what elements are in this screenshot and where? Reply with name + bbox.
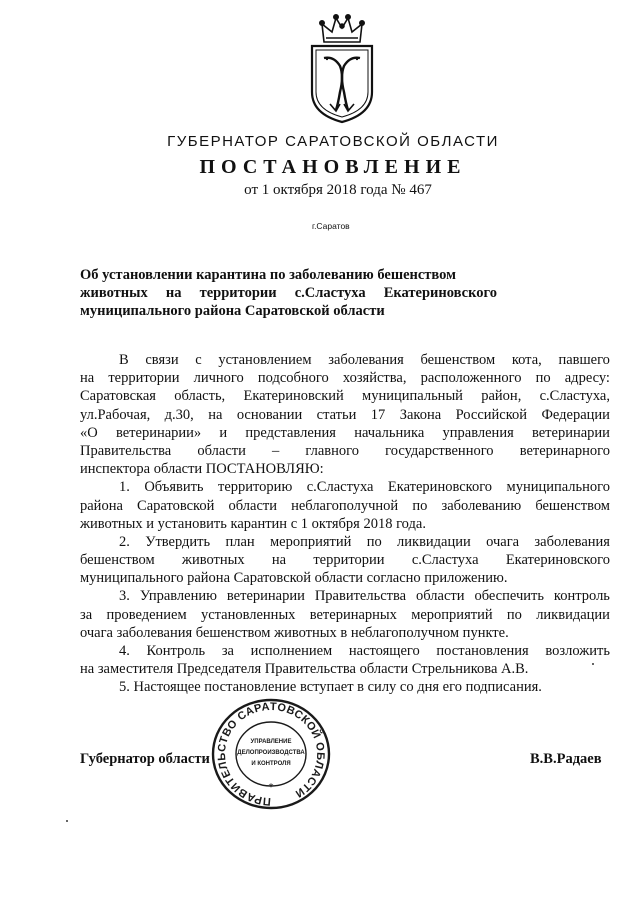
body-word: Федерации — [541, 406, 610, 423]
body-word: за — [80, 606, 93, 623]
body-word: Закона — [399, 406, 442, 423]
body-word: на — [271, 552, 287, 569]
body-word: на — [80, 370, 95, 387]
body-word: территорию — [218, 479, 293, 496]
body-word: муниципального — [506, 479, 610, 496]
issue-city: г.Саратов — [312, 221, 350, 231]
body-line — [80, 424, 610, 442]
stamp-center-line-3: И КОНТРОЛЯ — [251, 761, 291, 767]
body-word: Контроль — [146, 643, 206, 659]
body-line — [80, 642, 610, 660]
body-word: очага — [486, 533, 520, 550]
body-word: область, — [174, 388, 226, 405]
body-word: по — [412, 497, 428, 514]
body-word: с.Сластуха, — [539, 388, 610, 405]
scan-speck — [592, 663, 594, 665]
body-word: на заместителя Председателя Правительства области Стрельникова А.В. — [80, 661, 529, 678]
subject-word: животных — [80, 285, 148, 301]
scan-speck — [66, 820, 68, 822]
body-line — [80, 569, 610, 587]
body-word: мероприятий — [411, 606, 493, 623]
body-word: личного — [193, 370, 244, 387]
body-word: Объявить — [144, 479, 204, 496]
body-word: заболевания — [534, 533, 610, 550]
svg-text:*: * — [268, 782, 274, 793]
body-word: с.Сластуха — [306, 479, 374, 496]
body-word: павшего — [558, 352, 610, 368]
body-word: мероприятий — [269, 533, 352, 550]
body-word: 5. Настоящее постановление вступает в силу со дня его подписания. — [119, 679, 542, 696]
stamp-center-line-1: УПРАВЛЕНИЕ — [250, 739, 292, 745]
subject-word: на — [165, 285, 182, 301]
body-word: Утвердить — [145, 533, 211, 550]
document-type-title: ПОСТАНОВЛЕНИЕ — [199, 156, 467, 178]
body-line — [80, 678, 610, 696]
body-word: Екатериновский — [243, 388, 344, 405]
body-word: бешенством — [80, 552, 155, 569]
body-word: начальника — [354, 424, 425, 441]
body-line — [80, 533, 610, 551]
body-word: неблагополучной — [291, 497, 399, 514]
body-word: хозяйства, — [342, 370, 407, 387]
body-word: по — [366, 533, 382, 550]
body-word: ветеринарии» — [115, 424, 202, 441]
body-word: Правительства — [314, 588, 407, 605]
subject-line — [80, 266, 497, 284]
body-word: территории — [313, 552, 385, 569]
body-word: бешенством — [420, 352, 496, 368]
body-word: кота, — [511, 352, 542, 368]
body-word: ветеринарии — [531, 424, 610, 441]
body-line — [80, 660, 610, 678]
body-word: Правительства — [80, 442, 172, 459]
body-word: 4. — [119, 643, 130, 659]
body-line — [80, 497, 610, 515]
body-word: Екатериновского — [505, 552, 610, 569]
body-word: ликвидации — [397, 533, 471, 550]
body-line — [80, 624, 610, 642]
body-line — [80, 478, 610, 496]
signatory-title: Губернатор области — [80, 751, 210, 767]
subject-word: муниципального района Саратовской области — [80, 303, 385, 319]
body-word: Российской — [455, 406, 528, 423]
body-word: 2. — [119, 533, 130, 550]
body-word: с.Сластуха — [411, 552, 479, 569]
body-word: главного — [305, 442, 359, 459]
body-word: по — [535, 370, 551, 387]
body-word: исполнением — [250, 643, 333, 659]
stamp-center-line-2: ДЕЛОПРОИЗВОДСТВА — [237, 750, 305, 756]
body-word: муниципального района Саратовской области согласно приложению. — [80, 570, 508, 587]
body-word: по — [506, 606, 522, 623]
signatory-name: В.В.Радаев — [530, 751, 602, 767]
body-line — [80, 351, 610, 369]
body-word: ликвидации — [536, 606, 610, 623]
body-word: ветеринарного — [519, 442, 610, 459]
body-word: с — [195, 352, 202, 368]
body-word: области — [416, 588, 465, 605]
body-word: 17 — [370, 406, 386, 423]
body-line — [80, 406, 610, 424]
body-word: д.30, — [164, 406, 194, 423]
body-word: В — [119, 352, 129, 368]
body-word: заболеванию — [441, 497, 522, 514]
body-word: подсобного — [257, 370, 329, 387]
official-stamp — [206, 698, 336, 814]
body-word: установленных — [200, 606, 296, 623]
body-word: животных и установить карантин с 1 октября 2018 года. — [80, 515, 426, 532]
body-word: расположенного — [420, 370, 522, 387]
subject-word: Об установлении карантина по заболеванию бешенством — [80, 267, 457, 283]
body-word: и — [219, 424, 228, 441]
subject-line — [80, 302, 497, 320]
body-word: Саратовской — [137, 497, 215, 514]
body-word: Екатериновского — [387, 479, 493, 496]
body-line — [80, 606, 610, 624]
stamp-ring-text: ПРАВИТЕЛЬСТВО САРАТОВСКОЙ ОБЛАСТИ — [215, 700, 327, 808]
body-word: заболевания — [328, 352, 404, 368]
body-line — [80, 369, 610, 387]
body-word: бешенством — [535, 497, 610, 514]
body-line — [80, 515, 610, 533]
body-line — [80, 387, 610, 405]
body-word: ветеринарных — [309, 606, 397, 623]
body-word: представления — [245, 424, 336, 441]
body-word: муниципальный — [362, 388, 463, 405]
body-line — [80, 460, 610, 478]
body-word: района — [80, 497, 123, 514]
body-word: статьи — [316, 406, 357, 423]
body-word: «О — [80, 424, 98, 441]
body-word: район, — [481, 388, 522, 405]
body-word: связи — [145, 352, 179, 368]
body-word: государственного — [385, 442, 494, 459]
body-word: основании — [236, 406, 303, 423]
body-word: возложить — [545, 643, 610, 659]
body-word: управления — [442, 424, 514, 441]
body-line — [80, 587, 610, 605]
body-word: инспектора области ПОСТАНОВЛЯЮ: — [80, 461, 324, 478]
body-word: настоящего — [348, 643, 420, 659]
body-word: план — [225, 533, 255, 550]
subject-word: с.Сластуха — [294, 285, 366, 301]
body-word: за — [221, 643, 234, 659]
document-subject — [80, 266, 497, 320]
body-line — [80, 551, 610, 569]
body-word: – — [272, 442, 280, 459]
body-word: установлением — [218, 352, 312, 368]
body-word: 1. — [119, 479, 130, 496]
body-word: Саратовская — [80, 388, 156, 405]
body-word: территории — [108, 370, 180, 387]
body-word: очага заболевания бешенством животных в неблагополучном пункте. — [80, 624, 509, 641]
body-word: на — [208, 406, 223, 423]
subject-line — [80, 284, 497, 302]
subject-word: территории — [199, 285, 277, 301]
body-word: адресу: — [564, 370, 610, 387]
body-word: области — [228, 497, 277, 514]
body-word: контроль — [553, 588, 610, 605]
body-word: животных — [181, 552, 245, 569]
issuing-authority: ГУБЕРНАТОР САРАТОВСКОЙ ОБЛАСТИ — [167, 133, 499, 150]
subject-word: Екатериновского — [383, 285, 497, 301]
body-line — [80, 442, 610, 460]
body-word: ветеринарии — [226, 588, 305, 605]
body-word: области — [197, 442, 246, 459]
body-word: проведением — [106, 606, 187, 623]
body-word: Управлению — [139, 588, 217, 605]
body-word: обеспечить — [474, 588, 544, 605]
body-word: 3. — [119, 588, 130, 605]
saratov-coat-of-arms-icon — [300, 12, 384, 124]
body-word: постановления — [436, 643, 529, 659]
document-date-number: от 1 октября 2018 года № 467 — [244, 182, 432, 198]
document-body — [80, 351, 610, 697]
body-word: ул.Рабочая, — [80, 406, 151, 423]
